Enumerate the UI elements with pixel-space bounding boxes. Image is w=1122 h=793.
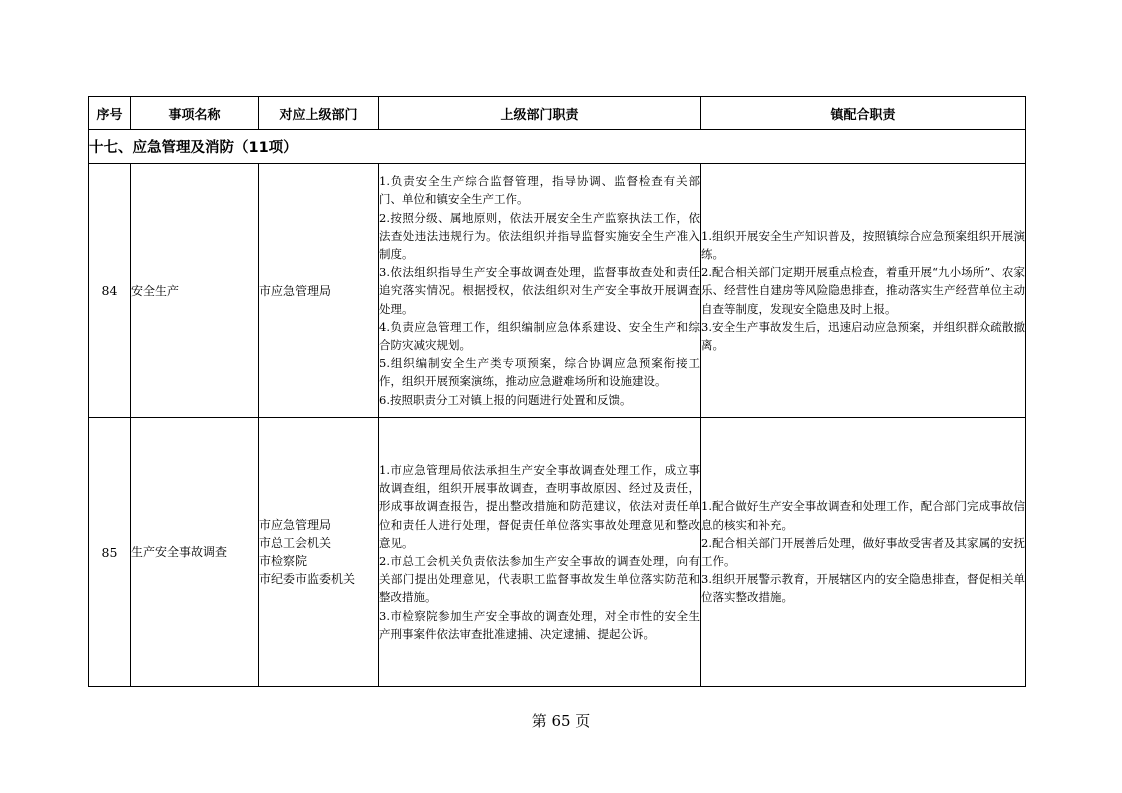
town-paragraph: 3.组织开展警示教育，开展辖区内的安全隐患排查，督促相关单位落实整改措施。 xyxy=(701,572,1025,605)
table-row xyxy=(89,418,1026,687)
duty-paragraph: 6.按照职责分工对镇上报的问题进行处置和反馈。 xyxy=(379,392,632,407)
dept-line: 市应急管理局 xyxy=(259,518,332,532)
dept-line: 市总工会机关 xyxy=(259,536,332,550)
section-title: 十七、应急管理及消防（11项） xyxy=(89,130,1026,164)
duty-paragraph: 3.依法组织指导生产安全事故调查处理，监督事故查处和责任追究落实情况。根据授权，依法组织对生产安全事故开展调查处理。 xyxy=(379,265,700,316)
table-row xyxy=(89,164,1026,418)
duty-table xyxy=(88,96,1026,687)
town-paragraph: 1.组织开展安全生产知识普及，按照镇综合应急预案组织开展演练。 xyxy=(701,228,1025,261)
duty-paragraph: 4.负责应急管理工作，组织编制应急体系建设、安全生产和综合防灾减灾规划。 xyxy=(379,319,700,352)
row-seq: 84 xyxy=(89,164,131,418)
header-seq: 序号 xyxy=(89,97,131,130)
duty-paragraph: 2.市总工会机关负责依法参加生产安全事故的调查处理，向有关部门提出处理意见，代表职工监督事故发生单位落实防范和整改措施。 xyxy=(379,554,700,605)
page-number: 第 65 页 xyxy=(531,712,591,730)
row-duty xyxy=(379,418,701,687)
duty-paragraph: 5.组织编制安全生产类专项预案，综合协调应急预案衔接工作，组织开展预案演练，推动应急避难场所和设施建设。 xyxy=(379,356,700,389)
row-dept xyxy=(259,164,379,418)
header-town-duty: 镇配合职责 xyxy=(701,97,1026,130)
row-dept xyxy=(259,418,379,687)
row-seq: 85 xyxy=(89,418,131,687)
duty-paragraph: 2.按照分级、属地原则，依法开展安全生产监察执法工作，依法查处违法违规行为。依法组织并指导监督实施安全生产准入制度。 xyxy=(379,210,700,261)
town-paragraph: 1.配合做好生产安全事故调查和处理工作，配合部门完成事故信息的核实和补充。 xyxy=(701,499,1025,532)
town-paragraph: 3.安全生产事故发生后，迅速启动应急预案，并组织群众疏散撤离。 xyxy=(701,319,1025,352)
town-paragraph: 2.配合相关部门定期开展重点检查，着重开展“九小场所”、农家乐、经营性自建房等风险隐患排查，推动落实生产经营单位主动自查等制度，发现安全隐患及时上报。 xyxy=(701,265,1025,316)
dept-line: 市检察院 xyxy=(259,554,308,568)
table-header-row xyxy=(89,97,1026,130)
dept-line: 市纪委市监委机关 xyxy=(259,572,356,586)
row-item-name: 生产安全事故调查 xyxy=(131,418,259,687)
duty-paragraph: 1.市应急管理局依法承担生产安全事故调查处理工作，成立事故调查组，组织开展事故调查，查明事故原因、经过及责任，形成事故调查报告，提出整改措施和防范建议，依法对责任单位和责任人进行处理，督促责任单位落实事故处理意见和整改意见。 xyxy=(379,462,700,550)
header-item-name: 事项名称 xyxy=(131,97,259,130)
row-item-name: 安全生产 xyxy=(131,164,259,418)
duty-paragraph: 3.市检察院参加生产安全事故的调查处理，对全市性的安全生产刑事案件依法审查批准逮捕、决定逮捕、提起公诉。 xyxy=(379,608,700,641)
header-dept: 对应上级部门 xyxy=(259,97,379,130)
row-town-duty xyxy=(701,418,1026,687)
row-town-duty xyxy=(701,164,1026,418)
header-duty: 上级部门职责 xyxy=(379,97,701,130)
section-row xyxy=(89,130,1026,164)
town-paragraph: 2.配合相关部门开展善后处理，做好事故受害者及其家属的安抚工作。 xyxy=(701,535,1025,568)
row-duty xyxy=(379,164,701,418)
dept-line: 市应急管理局 xyxy=(259,283,332,298)
duty-paragraph: 1.负责安全生产综合监督管理，指导协调、监督检查有关部门、单位和镇安全生产工作。 xyxy=(379,174,700,207)
